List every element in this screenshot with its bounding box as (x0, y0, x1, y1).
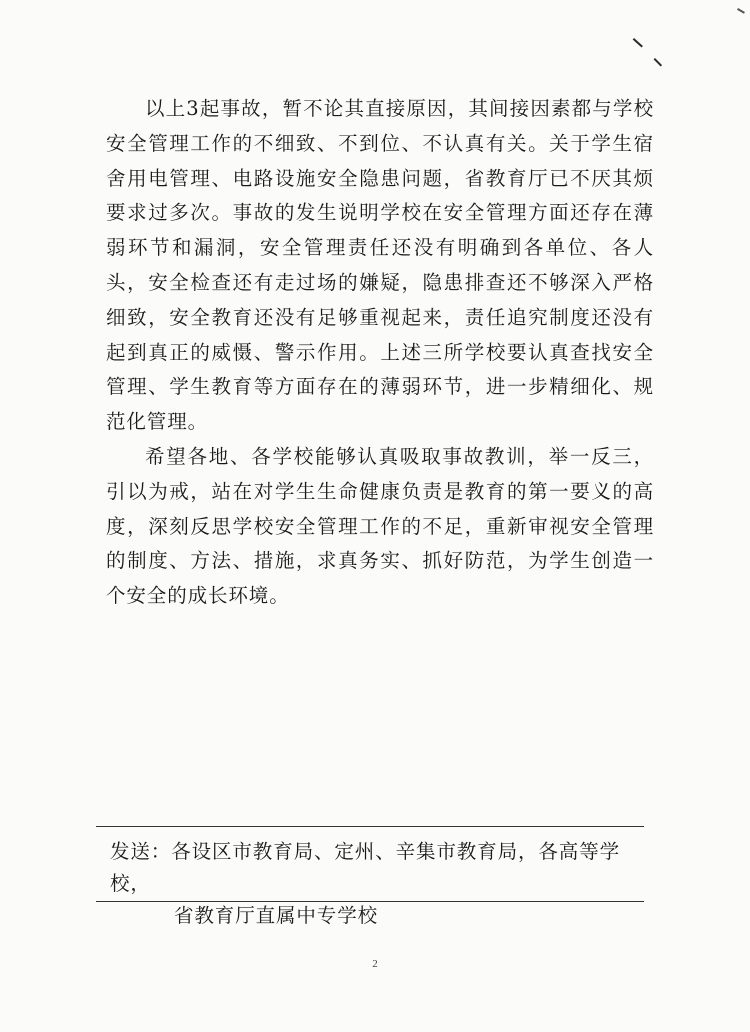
distribution-list (110, 836, 650, 932)
distribution-top-rule (96, 826, 644, 827)
body-paragraph-2: 希望各地、各学校能够认真吸取事故教训，举一反三，引以为戒，站在对学生生命健康负责是教育的第一要义的高度，深刻反思学校安全管理工作的不足，重新审视安全管理的制度、方法、措施，求真务实、抓好防范，为学生创造一个安全的成长环境。 (106, 444, 654, 608)
scan-artifact (654, 58, 662, 66)
distribution-line-1: 发送：各设区市教育局、定州、辛集市教育局，各高等学校， (110, 840, 621, 895)
page-number: 2 (372, 958, 378, 970)
document-body (106, 92, 654, 614)
distribution-line-2: 省教育厅直属中专学校 (174, 904, 379, 927)
distribution-bottom-rule (96, 901, 644, 902)
body-paragraph-1: 以上3起事故，暂不论其直接原因，其间接因素都与学校安全管理工作的不细致、不到位、不认真有关。关于学生宿舍用电管理、电路设施安全隐患问题，省教育厅已不厌其烦要求过多次。事故的发生说明学校在安全管理方面还存在薄弱环节和漏洞，安全管理责任还没有明确到各单位、各人头，安全检查还有走过场的嫌疑，隐患排查还不够深入严格细致，安全教育还没有足够重视起来，责任追究制度还没有起到真正的威慑、警示作用。上述三所学校要认真查找安全管理、学生教育等方面存在的薄弱环节，进一步精细化、规范化管理。 (106, 97, 654, 434)
scan-artifact (737, 8, 745, 14)
scan-artifact (633, 38, 643, 48)
